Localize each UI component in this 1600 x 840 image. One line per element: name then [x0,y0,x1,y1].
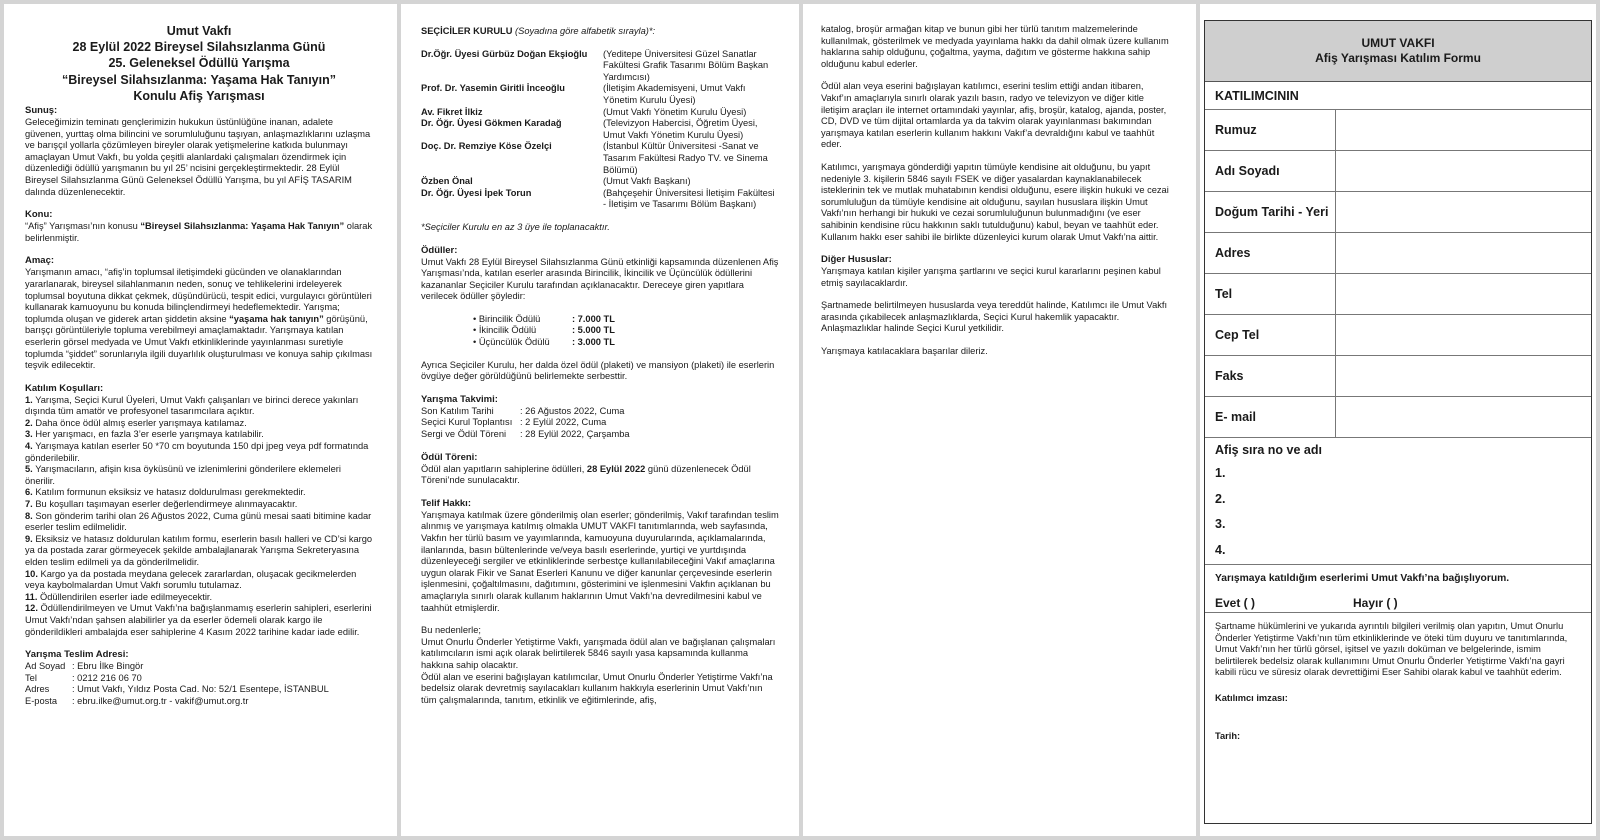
kosullar-heading: Katılım Koşulları: [25,382,104,394]
form-row-rumuz[interactable] [1205,110,1591,151]
jury-member: Dr. Öğr. Üyesi İpek Torun (Bahçeşehir Üniversitesi İletişim Fakültesi - İletişim ve Tasarımı Bölüm Başkanı) [421,187,775,210]
form-row-address[interactable] [1205,233,1591,274]
jury-member: Dr. Öğr. Üyesi Gökmen Karadağ (Televizyon Habercisi, Öğretim Üyesi, Umut Vakfı Yönetim Kurulu Üyesi) [421,118,758,140]
participant-section-label: KATILIMCININ [1205,82,1591,110]
donation-no-option[interactable]: Hayır ( ) [1353,596,1398,610]
odul-heading: Ödüller: [421,244,458,256]
address-heading: Yarışma Teslim Adresi: [25,649,129,661]
diger-text-2: Şartnamede belirtilmeyen hususlarda veya tereddüt halinde, Katılımcı ile Umut Vakfı arasında çıkabilecek anlaşmazlıklarda, Seçici Kurul hakemlik yapacaktır. Anlaşmazlıklar halinde Seçici Kurul yetkilidir. [821,300,1168,334]
mobile-field[interactable] [1336,315,1591,355]
poster-entry[interactable]: 2. [1215,491,1226,506]
rumuz-field[interactable] [1336,110,1591,150]
condition-item: 10. Kargo ya da postada meydana gelecek zararlardan, oluşacak gecikmelerden veya kaybolmalardan Umut Vakfı sorumlu tutulamaz. [25,568,357,591]
jury-member: Özben Önal (Umut Vakfı Başkanı) [421,176,691,187]
rules-panel-3 [803,4,1196,836]
odul-extra-text: Ayrıca Seçiciler Kurulu, her dalda özel ödül (plaketi) ve mansiyon (plaketi) ile eserlerin övgüye değer görüldüğünü belirlemekte serbesttir. [421,359,775,382]
condition-item: 6. Katılım formunun eksiksiz ve hatasız doldurulması gerekmektedir. [25,487,306,498]
prize-row: • Üçüncülük Ödülü : 3.000 TL [473,337,615,348]
contest-title: Konulu Afiş Yarışması [133,88,265,103]
foundation-title: Umut Vakfı [166,24,232,38]
rights-text-3: Katılımcı, yarışmaya gönderdiği yapıtın tümüyle kendisine ait olduğunu, bu yapıt nedeniyle 3. kişilerin 5846 sayılı FSEK ve diğer yasalardan kaynaklanabilecek isteklerinin tek ve mutlak muhatabının kendisi olduğunu, esere ilişkin hukuki ve cezai sorumluluğun da tümüyle kendisine ait olduğunu, sayılan hususlara ilişkin Umut Vakfı’nın herhangi bir hukuki ve cezai sorumluluğunun bulunmadığını (ve eser sahibinin kendisine rücu hakkının saklı tutulduğunu) kabul, beyan ve taahhüt eder. [821,161,1169,230]
condition-item: 3. Her yarışmacı, en fazla 3’er eserle yarışmaya katılabilir. [25,429,264,440]
telif-text-3: Umut Onurlu Önderler Yetiştirme Vakfı, yarışmada ödül alan ve bağışlanan çalışmaları katılımcıların ismi açık olarak belirtilerek 5846 sayılı yasa kapsamında kullanma hakkına sahip olacaktır. [421,636,776,670]
name-field[interactable] [1336,151,1591,191]
poster-entry[interactable]: 3. [1215,517,1226,531]
form-row-tel[interactable] [1205,274,1591,315]
condition-item: 8. Son gönderim tarihi olan 26 Ağustos 2022, Cuma günü mesai saati bitimine kadar eserler teslim edilmelidir. [25,510,372,533]
rights-text-4: Kullanım hakkı eser sahibi ile birlikte düzenleyici kurum olarak Umut Vakfı’na aittir. [821,231,1159,242]
form-row-birth[interactable] [1205,192,1591,233]
rights-text-1: katalog, broşür armağan kitap ve bunun gibi her türlü tanıtım malzemelerinde kullanılmak, gösterilmek ve medyada yayınlama hakkı da dahil olmak üzere kullanım haklarına sahip olduğunu, çoğaltma, yayma, dağıtım ve gösterme hakkına sahip olduğunu kabul ederler. [821,24,1169,69]
poster-list-section [1205,438,1591,565]
prize-row: • Birincilik Ödülü : 7.000 TL [473,313,615,324]
form-row-fax[interactable] [1205,356,1591,397]
jury-member: Prof. Dr. Yasemin Giritli İnceoğlu (İletişim Akademisyeni, Umut Vakfı Yönetim Kurulu Üyesi) [421,83,746,105]
jury-heading: SEÇİCİLER KURULU (Soyadına göre alfabetik sırayla)*: [421,26,656,36]
telif-text-2: Bu nedenlerle; [421,625,481,636]
address-row: Ad Soyad : Ebru İlke Bingör [25,661,144,672]
date-label[interactable]: Tarih: [1215,730,1241,741]
odul-text: Umut Vakfı 28 Eylül Bireysel Silahsızlanma Günü etkinliği kapsamında düzenlenen Afiş Yarışması’nda, katılan eserler arasında Birincilik, İkincilik ve Üçüncülük ödüllerini kazananlar Seçiciler Kurulu tarafından açıklanacaktır. Dereceye giren yapıtlara verilecek ödüller şöyledir: [421,256,779,302]
diger-heading: Diğer Hususlar: [821,254,892,266]
competition-title: 25. Geleneksel Ödüllü Yarışma [108,56,290,71]
toren-heading: Ödül Töreni: [421,451,478,463]
amac-text: Yarışmanın amacı, “afiş’in toplumsal iletişimdeki gücünden ve olanaklarından yararlanarak, bireysel silahlanmanın neden, sonuç ve tehlikelerini irdeleyerek toplumsal boyutuna dikkat çekmek, düşündürücü, tespit edici, vurgulayıcı görüntüleri kullanarak kamuoyunu bu konuda bilinçlendirmeyi hedeflemektedir. Yarışma; toplumda oluşan ve giderek artan şiddetin aksine “yaşama hak tanıyın” görüşünü, barışçı görüntüleriyle topluma verebilmeyi amaçlamaktadır. Yarışmaya katılan eserlerin görsel medyada ve Umut Vakfı etkinliklerinde yayınlanması suretiyle toplumda “şiddet” sorunlarıyla ilgili duyarlılık oluşturulması ve konuya sahip çıkılması teşvik edilecektir. [25,267,373,371]
jury-footnote: *Seçiciler Kurulu en az 3 üye ile toplanacaktır. [421,221,610,232]
field-label: E- mail [1205,397,1336,437]
conditions-list [25,395,373,638]
declaration-text: Şartname hükümlerini ve yukarıda ayrıntılı bilgileri verilmiş olan yapıtın, Umut Onurlu Önderler Yetiştirme Vakfı’nın tüm etkinliklerinde ve öteki tüm duyuru ve tanıtımlarında, Umut Vakfı’nın her türlü görsel, işitsel ve yazılı doküman ve belgelerinde, ismim belirtilerek bedelsiz olarak kullanımını Umut Onurlu Önderler Yetiştirme Vakfı’na gayri kabili rücu ve süresiz olarak devrettiğimi Eser Sahibi olarak kabul ve taahhüt ederim. [1215,621,1568,678]
poster-entry[interactable]: 1. [1215,466,1226,480]
application-form-panel [1200,4,1596,836]
telif-text: Yarışmaya katılmak üzere gönderilmiş olan eserler; gönderilmiş, Vakıf tarafından teslim alınmış ve yarışmaya katılmış olmakla UMUT VAKFI tanıtımlarında, web sayfasında, Vakfın her türlü basım ve yayımlarında, kamuoyuna duyurularında, açıklamalarında, ilanlarında, basın bültenlerinde ve/veya basılı eserlerinde, yurtiçi ve yurtdışında düzenleyeceği sergiler ve etkinliklerinde serbestçe kullanılabileceğini Vakıf amaçlarına uygun olarak Fikir ve Sanat Eserleri Kanunu ve diğer kanunlar çerçevesinde eserlerin işlenmesini, çoğaltılmasını, dağıtımını, gösterimini ve işlenmesini Vakfın açıklanan bu amaçlarıyla sınırlı olarak kullanım haklarının Umut Vakfı’na devredilmesini kabul ve taahhüt etmişlerdir. [421,509,779,613]
field-label: Cep Tel [1205,315,1336,355]
schedule-row: Seçici Kurul Toplantısı : 2 Eylül 2022, Cuma [421,417,607,428]
schedule-row: Sergi ve Ödül Töreni : 28 Eylül 2022, Çarşamba [421,429,630,440]
condition-item: 5. Yarışmacıların, afişin kısa öyküsünü ve izlenimlerini gönderilere eklemeleri önerilir. [25,464,341,486]
theme-title: “Bireysel Silahsızlanma: Yaşama Hak Tanıyın” [62,72,336,87]
condition-item: 11. Ödüllendirilen eserler iade edilmeyecektir. [25,591,213,602]
sunus-heading: Sunuş: [25,105,58,117]
address-row: E-posta : ebru.ilke@umut.org.tr - vakif@umut.org.tr [25,695,249,706]
form-row-email[interactable] [1205,397,1591,438]
address-field[interactable] [1336,233,1591,273]
condition-item: 1. Yarışma, Seçici Kurul Üyeleri, Umut Vakfı çalışanları ve birinci derece yakınları dışında tüm amatör ve profesyonel tasarımcılara açıktır. [25,394,359,417]
condition-item: 2. Daha önce ödül almış eserler yarışmaya katılamaz. [25,417,247,428]
field-label: Tel [1205,274,1336,314]
fax-field[interactable] [1336,356,1591,396]
konu-heading: Konu: [25,209,53,221]
form-header [1205,21,1591,82]
toren-text: Ödül alan yapıtların sahiplerine ödülleri, 28 Eylül 2022 günü düzenlenecek Ödül Töreni’nde sunulacaktır. [421,463,751,486]
poster-list-title: Afiş sıra no ve adı [1215,443,1322,457]
condition-item: 7. Bu koşulları taşımayan eserler değerlendirmeye alınmayacaktır. [25,499,298,510]
telif-heading: Telif Hakkı: [421,497,471,509]
condition-item: 9. Eksiksiz ve hatasız doldurulan katılım formu, eserlerin basılı halleri ve CD’si kargo ya da postada zarar görmeyecek şekilde ambalajlanarak Yarışma Sekreteryasına elden teslim edilmeli ya da gönderilmelidir. [25,533,373,568]
poster-entry[interactable]: 4. [1215,542,1226,557]
closing-text: Yarışmaya katılacaklara başarılar dileriz. [821,346,988,357]
field-label: Adı Soyadı [1205,151,1336,191]
telif-text-4: Ödül alan ve eserini bağışlayan katılımcılar, Umut Onurlu Önderler Yetiştirme Vakfı’na bedelsiz olarak devretmiş sayılacakları kullanım hakkıyla eserlerinin Umut Vakfı’nın tüm çalışmalarında, tanıtım, etkinlik ve eğitimlerinde, afiş, [421,671,773,705]
jury-member: Doç. Dr. Remziye Köse Özelçi (İstanbul Kültür Üniversitesi -Sanat ve Tasarım Fakültesi Radyo TV. ve Sinema Bölümü) [421,141,768,175]
birth-field[interactable] [1336,192,1591,232]
donation-section [1205,565,1591,613]
email-field[interactable] [1336,397,1591,437]
field-label: Doğum Tarihi - Yeri [1205,192,1336,232]
diger-text-1: Yarışmaya katılan kişiler yarışma şartlarını ve seçici kurul kararlarını peşinen kabul etmiş sayılacaklardır. [821,266,1161,288]
donation-yes-option[interactable]: Evet ( ) [1215,596,1256,610]
condition-item: 4. Yarışmaya katılan eserler 50 *70 cm boyutunda 150 dpi jpeg veya pdf formatında gönderilebilir. [25,441,369,463]
donation-question: Yarışmaya katıldığım eserlerimi Umut Vakfı’na bağışlıyorum. [1215,573,1510,584]
sunus-text: Geleceğimizin teminatı gençlerimizin hukukun üstünlüğüne inanan, adalete güvenen, yurttaş olma bilincini ve sorumluluğunu taşıyan, anlaşmazlıklarını uzlaşma ve barışçıl yollarla çözümleyen bireyler olarak yetişmelerine katkıda bulunmayı amaçlayan Umut Vakfı, bu yolda çeşitli alanlardaki çalışmaları özendirmek için düzenlediği ödüllü yarışmanın bu yıl 25’ ncisini gerçekleştirmektedir. 28 Eylül Bireysel Silahsızlanma Günü Geleneksel Ödüllü Yarışma, bu yıl AFİŞ TASARIM dalında düzenlenecektir. [25,117,371,197]
field-label: Faks [1205,356,1336,396]
konu-text: “Afiş” Yarışması’nın konusu “Bireysel Silahsızlanma: Yaşama Hak Tanıyın” olarak belirlenmiştir. [25,221,373,243]
signature-label[interactable]: Katılımcı imzası: [1215,692,1288,703]
form-row-mobile[interactable] [1205,315,1591,356]
form-org-title: UMUT VAKFI [1361,36,1435,50]
form-row-name[interactable] [1205,151,1591,192]
rights-text-2: Ödül alan veya eserini bağışlayan katılımcı, eserini teslim ettiği andan itibaren, Vakıf’ın amaçlarıyla sınırlı olarak yazılı basın, radyo ve televizyon ve diğer kitle iletişim araçları ile internet ortamındaki yayınlar, afiş, broşür, katalog, ajanda, poster, CD, DVD ve tüm dijital ortamlarda ya da takvim olarak yayınlanması bakımından yarışmaya katılan eserlerin kullanım hakkını Vakıf’a devraldığını kabul ve taahhüt eder. [821,81,1167,150]
amac-heading: Amaç: [25,255,55,267]
condition-item: 12. Ödüllendirilmeyen ve Umut Vakfı’na bağışlanmamış eserlerin sahipleri, eserlerini Umut Vakfı’ndan şahsen alabilirler ya da eserler ödemeli olarak kargo ile gönderildikleri ambalajda eser sahiplerine 4 Kasım 2022 tarihine kadar iade edilir. [25,603,372,637]
jury-member: Dr.Öğr. Üyesi Gürbüz Doğan Ekşioğlu (Yeditepe Üniversitesi Güzel Sanatlar Fakültesi Grafik Tasarımı Bölüm Başkan Yardımcısı) [421,48,769,82]
address-row: Adres : Umut Vakfı, Yıldız Posta Cad. No: 52/1 Esentepe, İSTANBUL [25,684,329,695]
tel-field[interactable] [1336,274,1591,314]
prize-row: • İkincilik Ödülü : 5.000 TL [473,325,615,336]
event-title: 28 Eylül 2022 Bireysel Silahsızlanma Günü [72,40,326,55]
jury-member: Av. Fikret İlkiz (Umut Vakfı Yönetim Kurulu Üyesi) [421,106,747,117]
schedule-row: Son Katılım Tarihi : 26 Ağustos 2022, Cuma [421,405,625,416]
application-form [1204,20,1592,824]
field-label: Adres [1205,233,1336,273]
address-row: Tel : 0212 216 06 70 [25,672,142,683]
field-label: Rumuz [1205,110,1336,150]
form-title: Afiş Yarışması Katılım Formu [1315,51,1481,65]
takvim-heading: Yarışma Takvimi: [421,393,498,405]
rules-panel-1 [4,4,397,836]
rules-panel-2 [401,4,799,836]
